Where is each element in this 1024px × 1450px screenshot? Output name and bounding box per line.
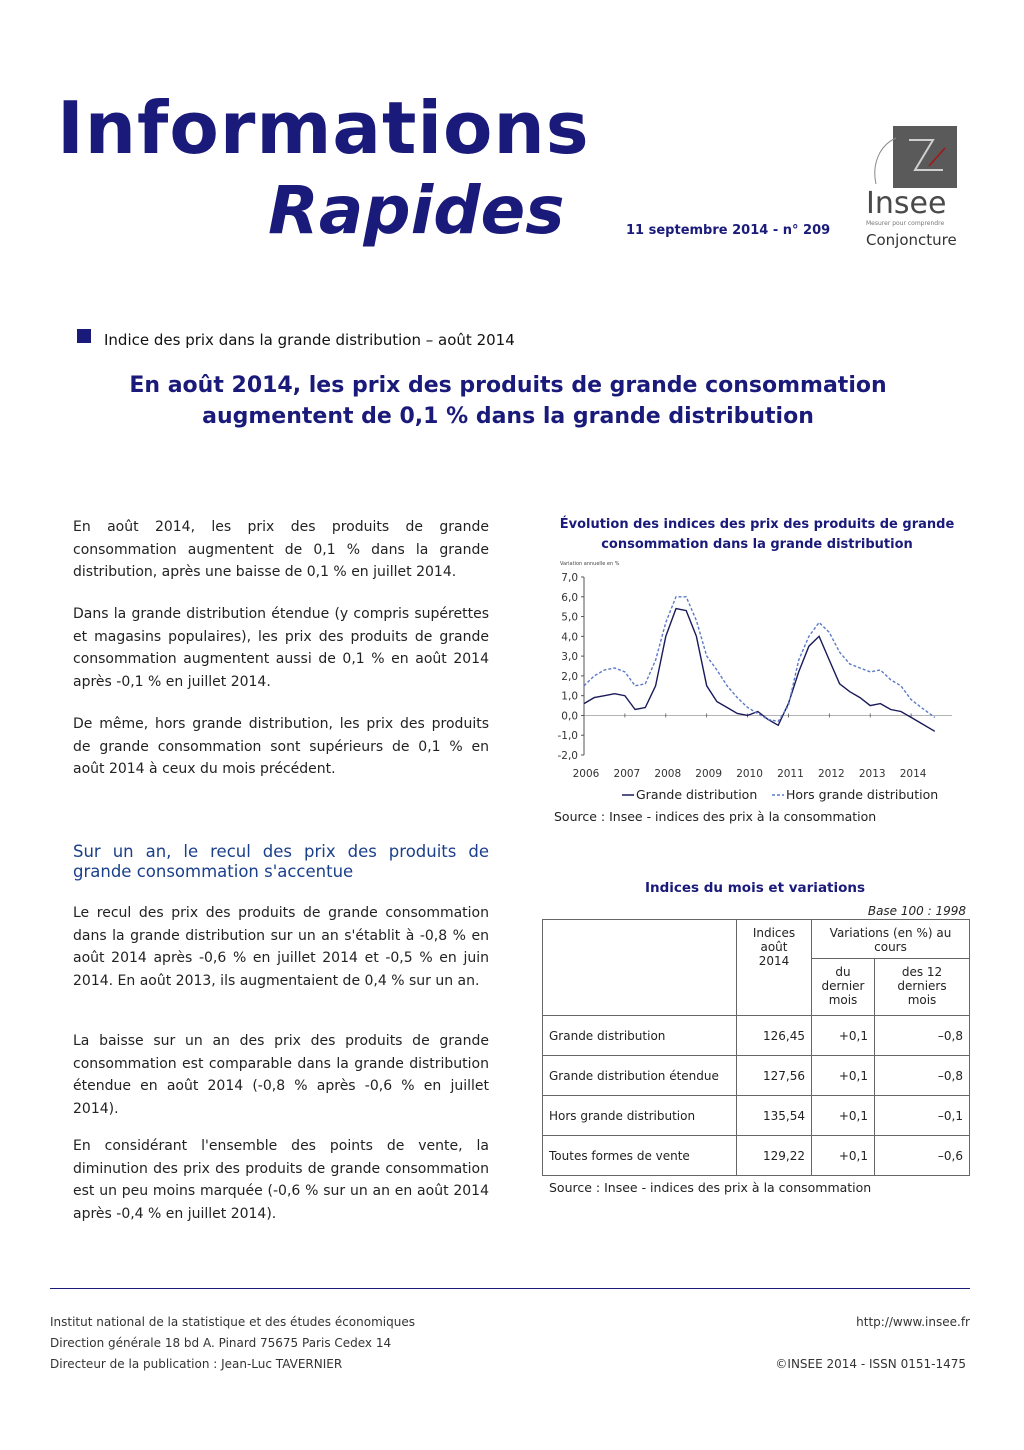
table-row: [543, 1096, 970, 1136]
table-header-index-l2: août: [760, 940, 788, 954]
row-year-change: –0,8: [875, 1056, 970, 1096]
chart-source: Source : Insee - indices des prix à la consommation: [554, 809, 877, 824]
row-index: 127,56: [737, 1056, 812, 1096]
x-tick-label: 2010: [736, 768, 763, 780]
table-header-index-l1: Indices: [752, 926, 796, 940]
x-tick-label: 2008: [654, 768, 682, 780]
row-month-change: +0,1: [812, 1016, 875, 1056]
paragraph-4: Le recul des prix des produits de grande consommation dans la grande distribution sur un an s'établit à -0,8 % en août 2014 après -0,6 % en juillet 2014 et -0,5 % en juin 2014. En août 2013, ils augmentaient de 0,4 % sur un an.: [73, 905, 489, 989]
x-tick-label: 2013: [858, 768, 886, 780]
table-header-year: [875, 959, 970, 1016]
table-row: [543, 1016, 970, 1056]
footer-line3: Directeur de la publication : Jean-Luc TAVERNIER: [50, 1357, 343, 1371]
footer-line2: Direction générale 18 bd A. Pinard 75675 Paris Cedex 14: [50, 1336, 392, 1350]
subhead: Sur un an, le recul des prix des produits de grande consommation s'accentue: [73, 842, 489, 881]
row-label: Hors grande distribution: [543, 1096, 737, 1136]
y-tick-label: 1,0: [561, 690, 578, 703]
paragraph-5: La baisse sur un an des prix des produits de grande consommation est comparable dans la grande distribution étendue en août 2014 (-0,8 % après -0,6 % en juillet 2014).: [73, 1033, 489, 1117]
table-title: Indices du mois et variations: [644, 880, 866, 896]
insee-logo-icon: [893, 126, 957, 188]
row-month-change: +0,1: [812, 1056, 875, 1096]
y-tick-label: 4,0: [561, 631, 578, 644]
table-header-index: [737, 920, 812, 1016]
paragraph-1: En août 2014, les prix des produits de grande consommation augmentent de 0,1 % dans la grande distribution, après une baisse de 0,1 % en juillet 2014.: [73, 519, 489, 580]
y-tick-label: 5,0: [561, 611, 578, 624]
table-header-year-l1: des 12: [901, 965, 943, 979]
table-header-year-l2: derniers: [897, 979, 947, 993]
y-tick-label: -1,0: [557, 730, 578, 743]
table-header-month-l2: dernier: [821, 979, 865, 993]
y-tick-label: -2,0: [557, 750, 578, 762]
section-tag: Indice des prix dans la grande distribution – août 2014: [104, 331, 515, 349]
row-label: Toutes formes de vente: [543, 1136, 737, 1176]
row-year-change: –0,1: [875, 1096, 970, 1136]
y-tick-label: 3,0: [561, 651, 578, 664]
section-square-icon: [77, 329, 91, 343]
table-row: [543, 1136, 970, 1176]
insee-logo-series: Conjoncture: [866, 231, 957, 249]
x-tick-label: 2009: [695, 768, 723, 780]
table-header-month-l1: du: [835, 965, 851, 979]
y-tick-label: 0,0: [561, 710, 578, 723]
masthead-title-line1: Informations: [57, 86, 590, 170]
x-tick-label: 2007: [613, 768, 641, 780]
table-base-note: Base 100 : 1998: [867, 904, 966, 918]
row-index: 126,45: [737, 1016, 812, 1056]
series-line-hors-grande-distribution: [584, 597, 935, 722]
chart-title: Évolution des indices des prix des produits de grande consommation dans la grande distribution: [559, 517, 955, 552]
logo-arc-icon: [868, 136, 898, 186]
y-tick-label: 7,0: [561, 572, 578, 584]
table-header-month: [812, 959, 875, 1016]
row-index: 135,54: [737, 1096, 812, 1136]
insee-logo-tagline: Mesurer pour comprendre: [866, 220, 945, 227]
table-row: [543, 1056, 970, 1096]
price-index-chart: [540, 565, 970, 785]
footer-address: [50, 1312, 415, 1375]
row-year-change: –0,8: [875, 1016, 970, 1056]
footer-copyright: ©INSEE 2014 - ISSN 0151-1475: [775, 1357, 966, 1371]
row-year-change: –0,6: [875, 1136, 970, 1176]
table-source: Source : Insee - indices des prix à la consommation: [549, 1180, 872, 1195]
footer-url[interactable]: http://www.insee.fr: [856, 1315, 970, 1329]
issue-date: 11 septembre 2014 - n° 209: [626, 223, 831, 238]
footer-divider: [50, 1288, 970, 1289]
chart-y-axis-label: Variation annuelle en %: [560, 561, 620, 567]
x-tick-label: 2006: [572, 768, 600, 780]
footer-line1: Institut national de la statistique et des études économiques: [50, 1315, 415, 1329]
row-index: 129,22: [737, 1136, 812, 1176]
x-tick-label: 2011: [777, 768, 804, 780]
headline-line1: En août 2014, les prix des produits de grande consommation: [129, 373, 887, 398]
table-header-year-l3: mois: [907, 993, 937, 1007]
y-tick-label: 6,0: [561, 591, 578, 604]
headline-line2: augmentent de 0,1 % dans la grande distribution: [202, 404, 814, 429]
table-header-index-l3: 2014: [758, 954, 790, 968]
series-line-grande-distribution: [584, 609, 935, 732]
legend-grande-distribution: Grande distribution: [636, 787, 758, 802]
x-tick-label: 2014: [899, 768, 927, 780]
x-tick-label: 2012: [817, 768, 845, 780]
row-month-change: +0,1: [812, 1096, 875, 1136]
table-header-variations: Variations (en %) au cours: [812, 920, 970, 959]
row-month-change: +0,1: [812, 1136, 875, 1176]
paragraph-2: Dans la grande distribution étendue (y compris supérettes et magasins populaires), les prix des produits de grande consommation augmentent aussi de 0,1 % en août 2014 après -0,1 % en juillet 2014.: [73, 606, 489, 690]
row-label: Grande distribution: [543, 1016, 737, 1056]
table-header-month-l3: mois: [828, 993, 858, 1007]
table-header-blank: [543, 920, 737, 1016]
legend-hors-grande-distribution: Hors grande distribution: [786, 787, 939, 802]
insee-logo-name: Insee: [866, 186, 947, 221]
indices-table: [542, 919, 970, 1176]
paragraph-6: En considérant l'ensemble des points de vente, la diminution des prix des produits de grande consommation est un peu moins marquée (-0,6 % sur un an en août 2014 après -0,4 % en juillet 2014).: [73, 1138, 489, 1222]
row-label: Grande distribution étendue: [543, 1056, 737, 1096]
masthead-title-line2: Rapides: [268, 172, 565, 249]
headline: [90, 370, 926, 432]
y-tick-label: 2,0: [561, 670, 578, 683]
paragraph-3: De même, hors grande distribution, les prix des produits de grande consommation sont supérieurs de 0,1 % en août 2014 à ceux du mois précédent.: [73, 716, 489, 777]
